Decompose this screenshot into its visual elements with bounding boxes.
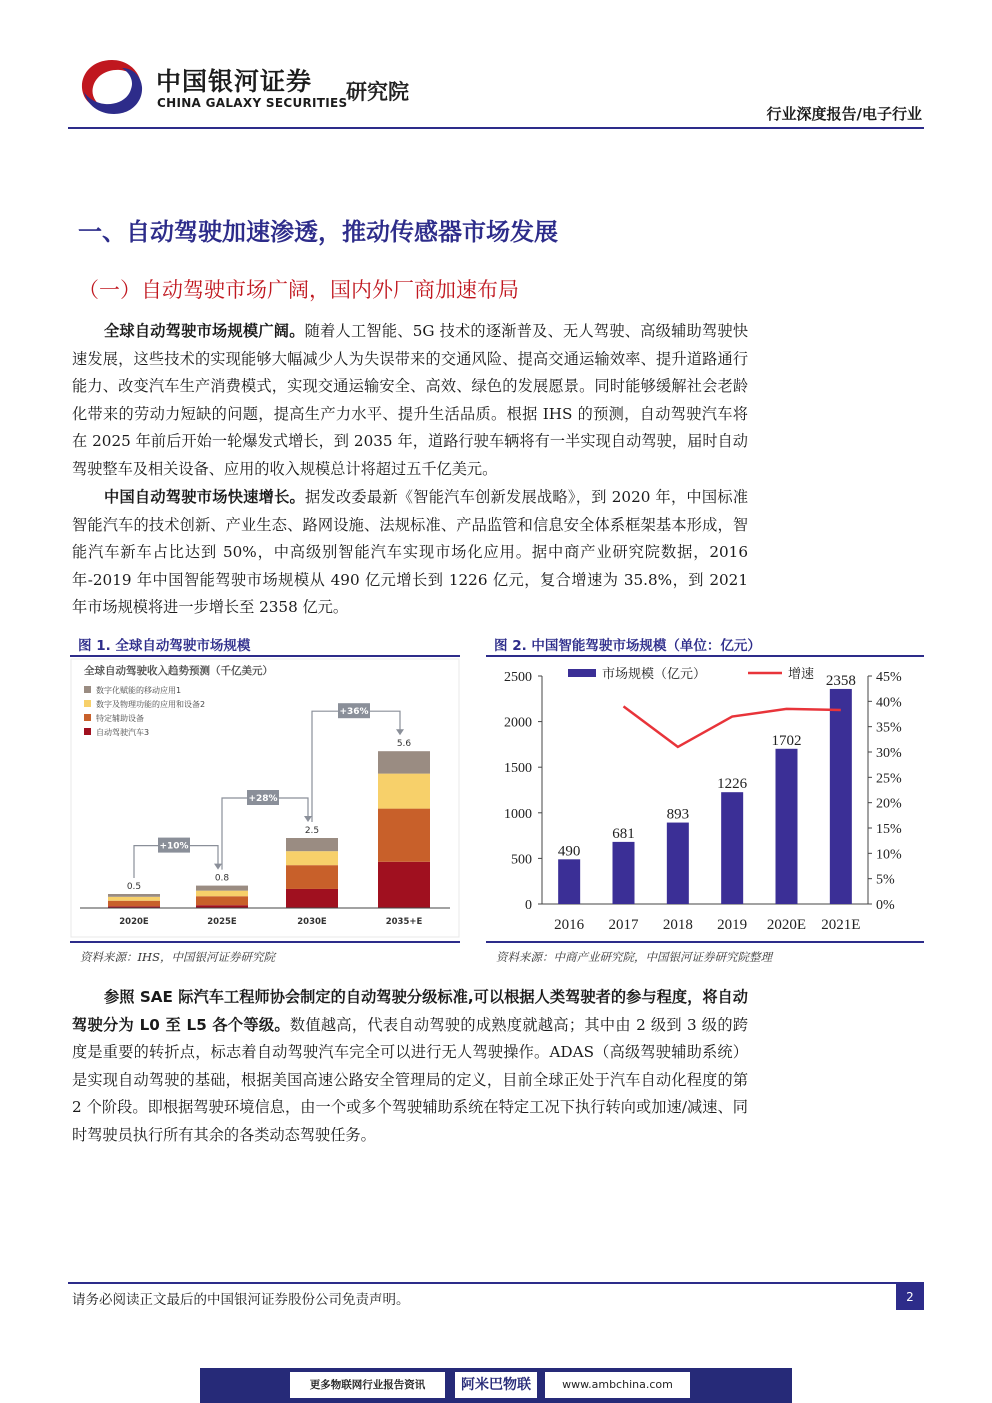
chart1-legend-label: 数字及物理功能的应用和设备2 [96,700,206,709]
chart1-bar-segment [196,896,248,905]
chart1-total-label: 2.5 [304,826,320,836]
chart2-right-tick-label: 40% [876,695,902,711]
chart2-bars [554,673,860,933]
chart2-left-tick-label: 1500 [504,761,532,777]
chart2-right-tick-label: 30% [876,746,902,761]
chart2-category-label: 2017 [608,917,639,933]
chart2-legend-line-label: 增速 [788,666,815,681]
chart1-growth-label: +36% [339,707,369,718]
chart2-left-tick-label: 1000 [504,806,532,822]
logo-core [104,79,120,95]
chart2-category-label: 2019 [717,917,748,933]
disclaimer-text: 请务必阅读正文最后的中国银河证券股份公司免责声明。 [72,1292,410,1308]
footer-banner[interactable] [200,1368,792,1403]
chart1-bar-segment [196,891,248,897]
chart2-bar [558,859,580,904]
chart2-category-label: 2021E [821,917,861,933]
chart2-left-tick-label: 2000 [504,715,532,731]
chart2-bar-value: 681 [612,825,635,842]
paragraph-lead: 参照 SAE 际汽车工程师协会制定的自动驾驶分级标准,可以根据人类驾驶者的参与程度，将自动驾驶分为 L0 至 L5 各个等级。 [72,988,748,1034]
chart2-bar [830,689,852,904]
chart2-growth-polyline [624,706,841,747]
chart2-bar-value: 1702 [771,732,802,749]
page-number: 2 [896,1284,924,1310]
figure-1-source: 资料来源：IHS，中国银河证券研究院 [80,950,275,964]
chart2-left-tick-label: 2500 [504,670,532,685]
chart2-category-label: 2018 [662,917,693,933]
chart2-bar-value: 490 [557,843,581,860]
figure-2-source: 资料来源：中商产业研究院，中国银河证券研究院整理 [496,950,772,964]
chart2-category-label: 2016 [554,917,585,933]
chart1-bar-segment [378,774,430,809]
paragraph-lead: 全球自动驾驶市场规模广阔。 [104,322,305,340]
chart2-bar-value: 2358 [825,672,856,689]
brand-logo-icon [78,56,146,118]
banner-brand[interactable]: 阿米巴物联 [453,1370,539,1400]
chart2-legend-bar-swatch [568,669,596,677]
chart2-right-tick-label: 0% [876,898,895,913]
chart2-right-tick-label: 5% [876,872,895,888]
brand-name-cn: 中国银河证券 [156,67,313,96]
brand-institute: 研究院 [346,80,409,104]
banner-url-link[interactable]: www.ambchina.com [545,1372,690,1398]
chart1-bar-segment [378,809,430,862]
paragraph-lead: 中国自动驾驶市场快速增长。 [104,488,306,506]
chart1-legend-swatch [84,686,91,693]
figure-1-caption: 图 1. 全球自动驾驶市场规模 [78,638,251,654]
chart1-bar-segment [286,889,338,908]
chart2-right-tick-label: 10% [876,847,902,863]
chart1-legend-swatch [84,700,91,707]
chart2-bar [613,842,635,904]
chart1-legend-label: 自动驾驶汽车3 [96,728,150,737]
paragraph-global-market [72,318,748,484]
report-type: 行业深度报告/电子行业 [766,105,922,123]
chart2-legend [568,666,814,681]
chart1-category-label: 2025E [207,917,237,927]
chart1-bar-segment [108,894,160,897]
paragraph-body: 数值越高，代表自动驾驶的成熟度就越高；其中由 2 级到 3 级的跨度是重要的转折点，标志着自动驾驶汽车完全可以进行无人驾驶操作。ADAS（高级驾驶辅助系统）是实现自动驾驶的基础，根据美国高速公路安全管理局的定义，目前全球正处于汽车自动化程度的第 2 个阶段。即根据驾驶环境信息，由一个或多个驾驶辅助系统在特定工况下执行转向或加速/减速、同时驾驶员执行所有其余的各类动态驾驶任务。 [72,1015,749,1144]
chart1-legend-swatch [84,728,91,735]
chart2-right-tick-label: 15% [876,822,902,837]
chart1-total-label: 0.5 [126,882,142,892]
chart2-bar [776,749,798,904]
chart2-legend-bar-label: 市场规模（亿元） [602,666,707,681]
chart1-bar-segment [286,851,338,865]
chart1-legend-label: 数字化赋能的移动应用1 [96,686,182,695]
chart1-bar-segment [196,886,248,891]
chart2-left-tick-label: 0 [525,898,532,913]
chart1-category-label: 2035+E [385,917,423,927]
chart1-bar-segment [286,865,338,889]
chart2-right-tick-label: 35% [876,720,902,736]
chart1-bar-segment [378,751,430,773]
figure-2-top-rule [486,655,924,657]
chart1-growth-label: +10% [159,841,189,852]
chart1-bar-segment [108,901,160,907]
paragraph-china-market [72,484,748,622]
paragraph-body: 据发改委最新《智能汽车创新发展战略》，到 2020 年，中国标准智能汽车的技术创新、产业生态、路网设施、法规标准、产品监管和信息安全体系框架基本形成，智能汽车新车占比达到 50%，中高级别智能汽车实现市场化应用。据中商产业研究院数据，2016 年-2019 年中国智能驾驶市场规模从 490 亿元增长到 1226 亿元，复合增速为 35.8%，到 2021 年市场规模将进一步增长至 2358 亿元。 [72,488,749,617]
chart2-category-label: 2020E [766,917,807,933]
chart2-right-tick-label: 20% [876,796,902,812]
section-heading: 一、自动驾驶加速渗透，推动传感器市场发展 [78,217,558,246]
figure-2-caption: 图 2. 中国智能驾驶市场规模（单位：亿元） [494,638,761,654]
chart2-bar [721,792,743,904]
chart2-bar-value: 1226 [717,776,748,793]
chart2-bar [667,823,689,904]
brand-name-en: CHINA GALAXY SECURITIES [157,96,348,110]
chart1-bar-segment [378,862,430,908]
figure-1-bottom-rule [70,941,460,943]
paragraph-body: 随着人工智能、5G 技术的逐渐普及、无人驾驶、高级辅助驾驶快速发展，这些技术的实现能够大幅减少人为失误带来的交通风险、提高交通运输效率、提升道路通行能力、改变汽车生产消费模式，实现交通运输安全、高效、绿色的发展愿景。同时能够缓解社会老龄化带来的劳动力短缺的问题，提高生产力水平、提升生活品质。根据 IHS 的预测，自动驾驶汽车将在 2025 年前后开始一轮爆发式增长，到 2035 年，道路行驶车辆将有一半实现自动驾驶，届时自动驾驶整车及相关设备、应用的收入规模总计将超过五千亿美元。 [72,322,749,478]
paragraph-sae-levels [72,984,748,1150]
chart1-legend-swatch [84,714,91,721]
chart2-left-tick-label: 500 [511,852,532,868]
chart1-title: 全球自动驾驶收入趋势预测（千亿美元） [84,665,273,677]
chart1-total-label: 5.6 [396,739,412,750]
banner-tagline: 更多物联网行业报告资讯 [290,1372,445,1398]
chart1-growth-label: +28% [248,794,278,804]
figure-2-bottom-rule [486,941,924,943]
chart2-right-tick-label: 25% [876,771,902,787]
subsection-heading: （一）自动驾驶市场广阔，国内外厂商加速布局 [78,278,519,302]
chart2-bar-value: 893 [666,806,690,823]
chart1-total-label: 0.8 [214,873,230,884]
chart2-right-tick-label: 45% [876,670,902,685]
chart1-bar-segment [108,897,160,901]
chart-global-autonomous-market [70,658,460,938]
chart1-bar-segment [286,838,338,851]
chart1-category-label: 2030E [297,917,327,927]
figure-1-top-rule [70,655,460,657]
chart2-growth-line [624,706,841,747]
header-divider [68,127,924,129]
chart1-category-label: 2020E [119,917,149,927]
chart1-legend-label: 特定辅助设备 [96,714,144,723]
chart-china-intelligent-driving [486,658,924,938]
footer-divider [68,1282,924,1284]
